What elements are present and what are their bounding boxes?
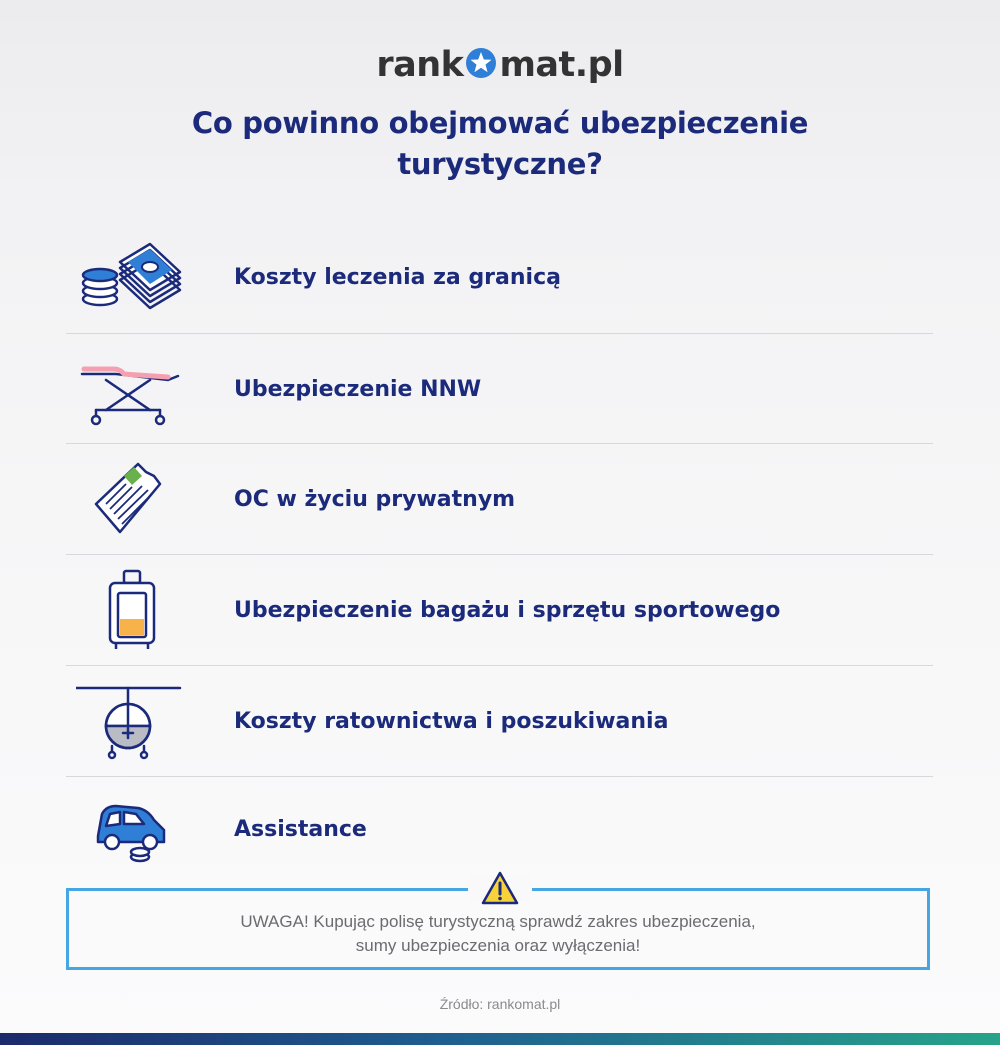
item-label: Koszty leczenia za granicą	[234, 264, 561, 290]
logo-text-right: mat.pl	[499, 45, 624, 85]
star-logo-icon	[464, 46, 498, 80]
suitcase-icon	[76, 565, 186, 655]
notice-line-2: sumy ubezpieczenia oraz wyłączenia!	[355, 936, 641, 955]
item-label: Assistance	[234, 816, 367, 842]
list-item-liability	[66, 444, 933, 554]
item-label: Ubezpieczenie NNW	[234, 376, 482, 402]
item-label: Koszty ratownictwa i poszukiwania	[234, 708, 669, 734]
list-item-rescue	[66, 666, 933, 776]
notice-text	[66, 910, 930, 958]
bottom-gradient-bar	[0, 1033, 1000, 1045]
document-icon	[76, 454, 186, 544]
warning-icon	[480, 870, 520, 906]
item-label: Ubezpieczenie bagażu i sprzętu sportowego	[234, 597, 781, 623]
page-title	[0, 103, 1000, 185]
item-label: OC w życiu prywatnym	[234, 486, 516, 512]
list-item-assistance	[66, 774, 933, 884]
title-line-1: Co powinno obejmować ubezpieczenie	[191, 106, 809, 140]
logo-text-left: rank	[376, 45, 464, 85]
source-note: Źródło: rankomat.pl	[439, 996, 561, 1012]
car-icon	[76, 784, 186, 874]
title-line-2: turystyczne?	[397, 147, 603, 181]
list-item-nnw	[66, 334, 933, 444]
logo	[0, 42, 1000, 88]
notice-line-1: UWAGA! Kupując polisę turystyczną sprawdź zakres ubezpieczenia,	[240, 912, 756, 931]
stretcher-icon	[76, 344, 186, 434]
helicopter-icon	[76, 676, 186, 766]
list-item-luggage	[66, 555, 933, 665]
list-item-medical-costs	[66, 222, 933, 332]
money-coins-icon	[76, 232, 186, 322]
